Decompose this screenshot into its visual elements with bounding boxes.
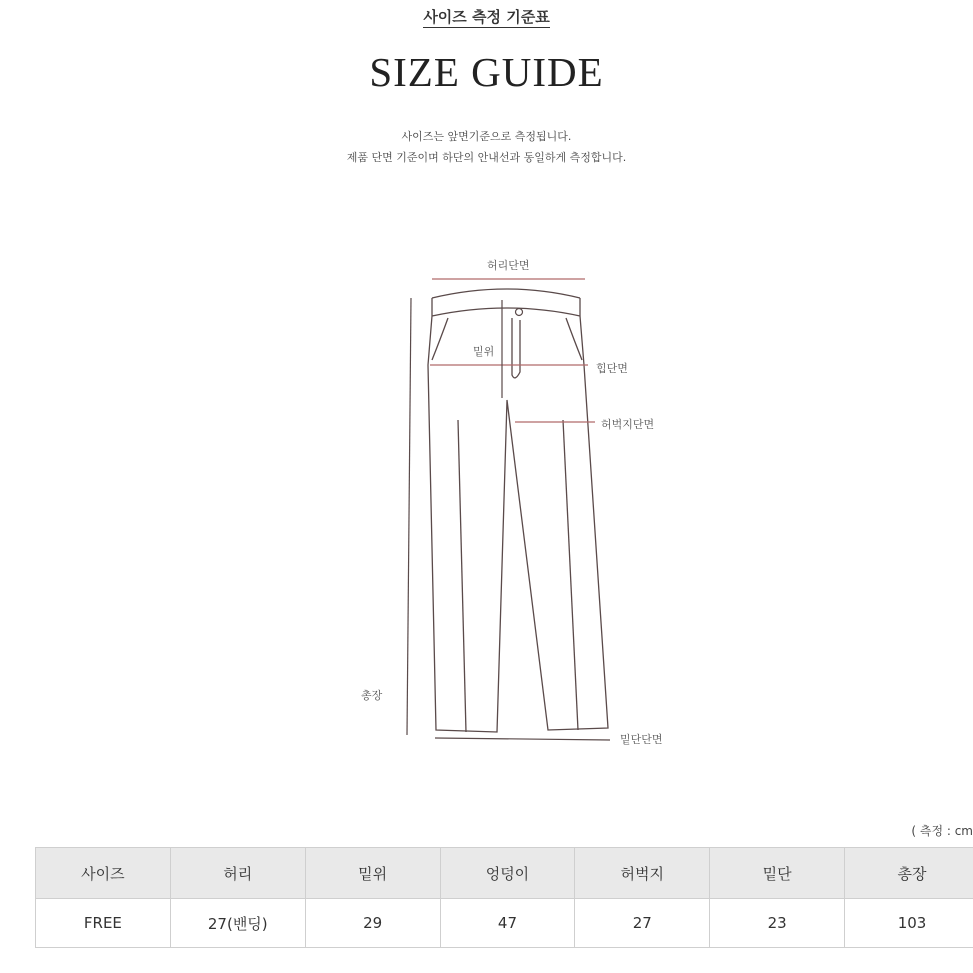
header-thigh: 허벅지 — [575, 848, 710, 899]
header-hip: 엉덩이 — [440, 848, 575, 899]
left-crease — [458, 420, 466, 732]
length-measure-line — [407, 298, 411, 735]
header-waist: 허리 — [170, 848, 305, 899]
size-table — [35, 847, 973, 948]
unit-note: ( 측정 : cm — [911, 824, 973, 838]
waist-label: 허리단면 — [487, 259, 530, 272]
cell-hip: 47 — [440, 899, 575, 948]
cell-thigh: 27 — [575, 899, 710, 948]
right-crease — [563, 420, 578, 730]
length-label: 총장 — [361, 689, 383, 702]
header-length: 총장 — [845, 848, 973, 899]
cell-hem: 23 — [710, 899, 845, 948]
rise-label: 밑위 — [473, 345, 495, 358]
header-hem: 밑단 — [710, 848, 845, 899]
size-chart-heading-text: 사이즈 측정 기준표 — [423, 8, 550, 26]
right-pocket — [566, 318, 582, 360]
fly-stitch — [512, 318, 520, 378]
hem-measure-line — [435, 738, 610, 740]
left-pocket — [432, 318, 448, 360]
thigh-label: 허벅지단면 — [601, 418, 655, 431]
cell-rise: 29 — [305, 899, 440, 948]
cell-length: 103 — [845, 899, 973, 948]
hem-label: 밑단단면 — [620, 733, 663, 746]
header-size: 사이즈 — [36, 848, 171, 899]
cell-waist: 27(밴딩) — [170, 899, 305, 948]
description-line-1: 사이즈는 앞면기준으로 측정됩니다. — [401, 130, 572, 143]
button-icon — [516, 309, 523, 316]
table-row — [36, 899, 973, 948]
hip-label: 힙단면 — [596, 362, 628, 375]
cell-size: FREE — [36, 899, 171, 948]
page-title: SIZE GUIDE — [369, 49, 604, 95]
pants-outline — [428, 316, 608, 732]
waistband-top — [432, 289, 580, 298]
table-header-row — [36, 848, 973, 899]
header-rise: 밑위 — [305, 848, 440, 899]
description-line-2: 제품 단면 기준이며 하단의 안내선과 동일하게 측정합니다. — [346, 151, 627, 164]
waistband-bottom — [432, 308, 580, 316]
